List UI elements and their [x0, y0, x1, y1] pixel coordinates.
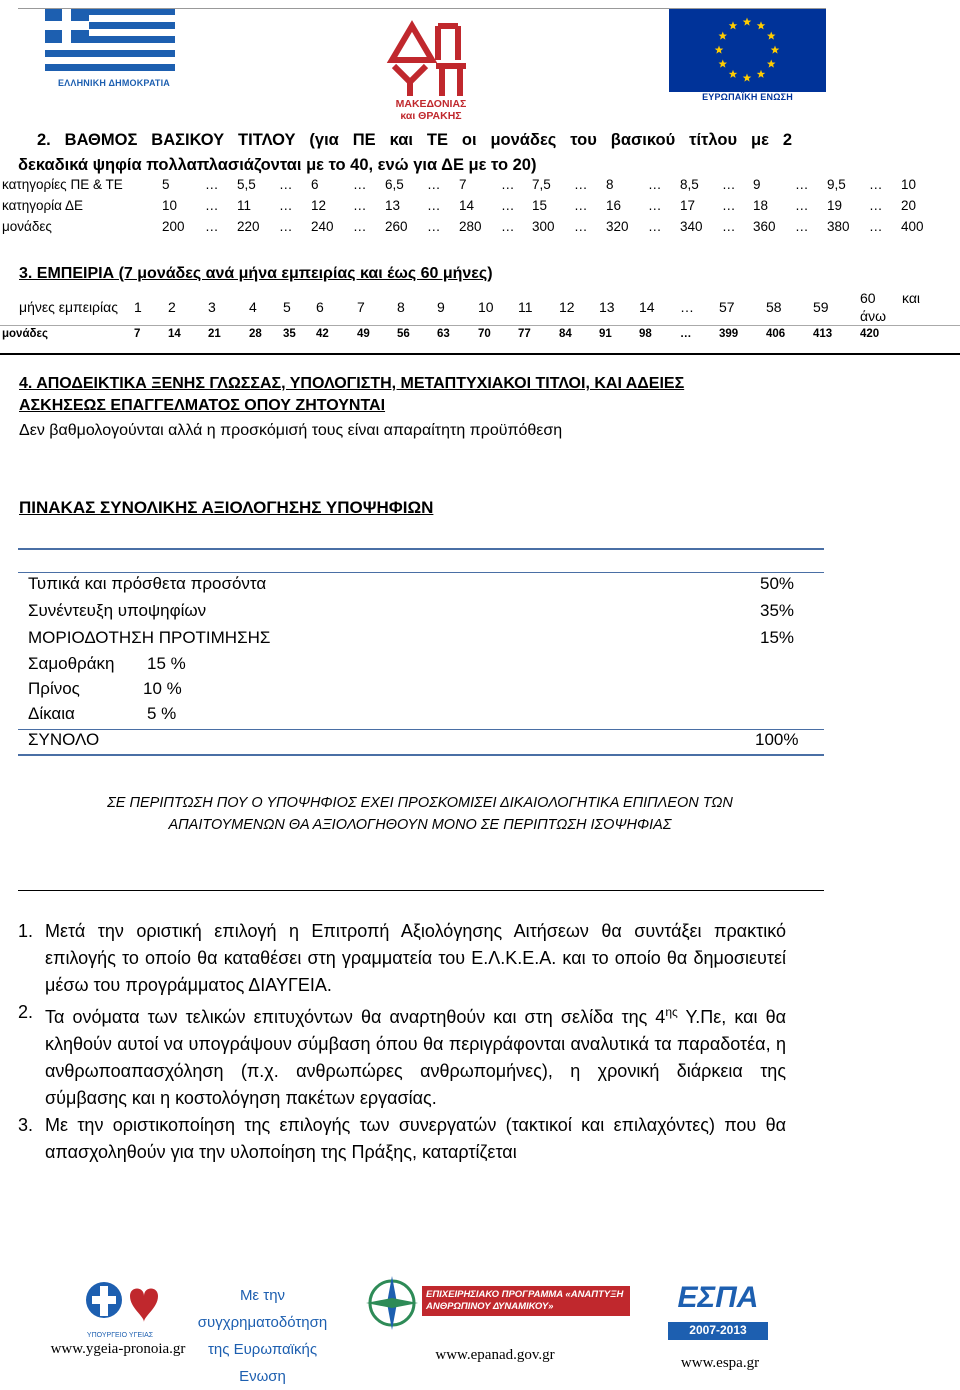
ellipsis-separator: …	[648, 219, 662, 234]
summary-label: Πρίνος	[28, 679, 80, 698]
header-top-rule	[18, 8, 826, 9]
table-cell: 340	[680, 219, 703, 234]
dype-logo-caption: ΜΑΚΕΔΟΝΙΑΣ και ΘΡΑΚΗΣ	[395, 98, 467, 122]
table-cell: 240	[311, 219, 334, 234]
summary-inner-rule	[18, 572, 824, 573]
table-cell: 11	[518, 299, 533, 315]
eu-caption: ΕΥΡΩΠΑΪΚΗ ΕΝΩΣΗ	[702, 92, 793, 102]
ellipsis-separator: …	[205, 177, 219, 192]
ellipsis-separator: …	[427, 177, 441, 192]
table-cell: 63	[437, 328, 450, 340]
table-cell: 3	[208, 299, 216, 315]
ministry-health-icon	[80, 1276, 160, 1332]
table-cell: 7	[134, 328, 141, 340]
table-cell: 14	[459, 198, 475, 213]
table-cell: 8	[397, 299, 405, 315]
summary-total-row	[28, 730, 799, 754]
table-cell: 10	[162, 198, 178, 213]
compass-icon	[362, 1272, 422, 1334]
table-cell: 10	[478, 299, 494, 315]
table-cell: 380	[827, 219, 850, 234]
section2-title	[18, 128, 797, 174]
table-cell: 399	[719, 328, 739, 340]
experience-table-divider	[0, 325, 960, 326]
experience-table	[0, 288, 960, 356]
table-cell: 2	[168, 299, 176, 315]
summary-row	[28, 628, 795, 652]
table-cell: 5	[283, 299, 291, 315]
table-cell: 280	[459, 219, 482, 234]
ellipsis-separator: …	[795, 177, 809, 192]
preference-row	[28, 704, 177, 728]
table-cell: 7	[357, 299, 365, 315]
table-cell: 4	[249, 299, 257, 315]
numbered-list	[18, 918, 786, 1166]
ellipsis-separator: …	[427, 219, 441, 234]
table-cell: 14	[168, 328, 181, 340]
table-cell: 56	[397, 328, 410, 340]
table-cell: 49	[357, 328, 370, 340]
row-label: κατηγορία ΔΕ	[2, 198, 83, 213]
ellipsis-separator: …	[501, 219, 515, 234]
table-cell: 70	[478, 328, 491, 340]
note-bottom-rule	[18, 890, 824, 891]
list-item-text: Με την οριστικοποίηση της επιλογής των συνεργατών (τακτικοί και επιλαχόντες) που θα απασχοληθούν για την υλοποίηση της Πράξης, καταρτίζεται	[45, 1115, 786, 1162]
section2-title-line2: δεκαδικά ψηφία πολλαπλασιάζονται με το 40, ενώ για ΔΕ με το 20)	[18, 156, 537, 174]
preference-row	[28, 679, 182, 703]
table-cell: 200	[162, 219, 185, 234]
table-cell: 57	[719, 299, 735, 315]
summary-total-rule	[18, 729, 824, 730]
ellipsis-separator: …	[279, 198, 293, 213]
ellipsis-separator: …	[353, 219, 367, 234]
note	[60, 792, 780, 836]
summary-value: 50%	[760, 574, 795, 593]
ellipsis-separator: …	[205, 219, 219, 234]
ellipsis-separator: …	[722, 198, 736, 213]
dype-logo-icon	[382, 20, 480, 98]
cofunding-text: Με την συγχρηματοδότηση της Ευρωπαϊκής Ενωση	[197, 1287, 328, 1385]
table-cell: 5	[162, 177, 170, 192]
table-cell: 6,5	[385, 177, 404, 192]
ellipsis-separator: …	[648, 177, 662, 192]
list-item-text: Τα ονόματα των τελικών επιτυχόντων θα αναρτηθούν και στη σελίδα της 4	[45, 1007, 666, 1027]
row-label: μονάδες	[2, 328, 48, 340]
table-cell: 8	[606, 177, 614, 192]
table-cell: 19	[827, 198, 843, 213]
section4	[19, 373, 809, 442]
table-cell: 28	[249, 328, 262, 340]
summary-title: ΠΙΝΑΚΑΣ ΣΥΝΟΛΙΚΗΣ ΑΞΙΟΛΟΓΗΣΗΣ ΥΠΟΨΗΦΙΩΝ	[19, 498, 434, 517]
table-cell: 9	[753, 177, 761, 192]
summary-label: ΣΥΝΟΛΟ	[28, 730, 100, 749]
list-item	[18, 918, 786, 999]
summary-label: Σαμοθράκη	[28, 654, 115, 673]
ministry-url[interactable]: www.ygeia-pronoia.gr	[50, 1341, 186, 1357]
espa-title: ΕΣΠΑ	[677, 1281, 759, 1314]
note-line1: ΣΕ ΠΕΡΙΠΤΩΣΗ ΠΟΥ Ο ΥΠΟΨΗΦΙΟΣ ΕΧΕΙ ΠΡΟΣΚΟΜΙΣΕΙ ΔΙΚΑΙΟΛΟΓΗΤΙΚΑ ΕΠΙΠΛΕΟΝ ΤΩΝ	[107, 795, 733, 811]
section3-title: 3. ΕΜΠΕΙΡΙΑ (7 μονάδες ανά μήνα εμπειρίας και έως 60 μήνες)	[19, 265, 493, 282]
row-label: μονάδες	[2, 219, 52, 234]
table-cell: 320	[606, 219, 629, 234]
table-cell: 406	[766, 328, 786, 340]
table-cell: 18	[753, 198, 769, 213]
table-cell: 7	[459, 177, 467, 192]
ellipsis-separator: …	[353, 198, 367, 213]
section4-body: Δεν βαθμολογούνται αλλά η προσκόμισή τους είναι απαραίτητη προϋπόθεση	[19, 422, 563, 439]
ellipsis-separator: …	[795, 198, 809, 213]
table-cell: 6	[311, 177, 319, 192]
list-item-number: 3.	[18, 1115, 34, 1135]
program-title: ΕΠΙΧΕΙΡΗΣΙΑΚΟ ΠΡΟΓΡΑΜΜΑ «ΑΝΑΠΤΥΞΗ ΑΝΘΡΩΠΙΝΟΥ ΔΥΝΑΜΙΚΟΥ»	[422, 1286, 630, 1316]
table-cell: 58	[766, 299, 782, 315]
section4-title-line2: ΑΣΚΗΣΕΩΣ ΕΠΑΓΓΕΛΜΑΤΟΣ ΟΠΟΥ ΖΗΤΟΥΝΤΑΙ	[19, 397, 386, 414]
table-cell: 7,5	[532, 177, 551, 192]
ellipsis-separator: …	[279, 219, 293, 234]
greek-republic-caption: ΕΛΛΗΝΙΚΗ ΔΗΜΟΚΡΑΤΙΑ	[57, 78, 171, 88]
summary-label: Δίκαια	[28, 704, 75, 723]
table-cell: 11	[237, 198, 252, 213]
table-cell: 20	[901, 198, 917, 213]
ellipsis-separator: …	[722, 219, 736, 234]
ellipsis-separator: …	[353, 177, 367, 192]
summary-value: 5 %	[147, 704, 177, 723]
table-cell: 59	[813, 299, 829, 315]
preference-row	[28, 654, 186, 678]
epanad-url[interactable]: www.epanad.gov.gr	[435, 1347, 555, 1363]
table-cell: 21	[208, 328, 221, 340]
list-item-number: 1.	[18, 921, 34, 941]
ellipsis-separator: …	[795, 219, 809, 234]
summary-label: Συνέντευξη υποψηφίων	[28, 601, 207, 620]
ellipsis-separator: …	[501, 198, 515, 213]
summary-row	[28, 574, 795, 598]
table-cell: 300	[532, 219, 555, 234]
section2-title-line1: 2. ΒΑΘΜΟΣ ΒΑΣΙΚΟΥ ΤΙΤΛΟΥ (για ΠΕ και ΤΕ οι μονάδες του βασικού τίτλου με 2	[37, 131, 792, 149]
table-cell: 220	[237, 219, 260, 234]
list-item-text-continued: Υ.Πε, και θα κληθούν αυτοί να υπογράψουν σύμβαση όπου θα περιγράφονται αναλυτικά τα παραδοτέα, η ανθρωποαπασχόληση (π.χ. ανθρωπώρες ανθρωπομήνες), η χρονική διάρκεια της σύμβασης και η κοστολόγηση πακέτων εργασίας.	[45, 1007, 786, 1108]
ellipsis-separator: …	[427, 198, 441, 213]
table-cell: 98	[639, 328, 652, 340]
eu-flag-logo	[669, 8, 826, 104]
table-cell: 15	[532, 198, 548, 213]
table-cell: 12	[559, 299, 575, 315]
summary-label: ΜΟΡΙΟΔΟΤΗΣΗ ΠΡΟΤΙΜΗΣΗΣ	[28, 628, 271, 647]
table-cell: 413	[813, 328, 833, 340]
table-cell: 91	[599, 328, 612, 340]
list-item	[18, 1112, 786, 1166]
section4-title-line1: 4. ΑΠΟΔΕΙΚΤΙΚΑ ΞΕΝΗΣ ΓΛΩΣΣΑΣ, ΥΠΟΛΟΓΙΣΤΗ, ΜΕΤΑΠΤΥΧΙΑΚΟΙ ΤΙΤΛΟΙ, ΚΑΙ ΑΔΕΙΕΣ	[19, 375, 685, 392]
note-line2: ΑΠΑΙΤΟΥΜΕΝΩΝ ΘΑ ΑΞΙΟΛΟΓΗΘΟΥΝ ΜΟΝΟ ΣΕ ΠΕΡΙΠΤΩΣΗ ΙΣΟΨΗΦΙΑΣ	[168, 817, 672, 833]
table-cell: 8,5	[680, 177, 699, 192]
list-item	[18, 999, 786, 1112]
table-cell: 1	[134, 299, 142, 315]
ellipsis-separator: …	[869, 198, 883, 213]
table-cell: 6	[316, 299, 324, 315]
table-cell: και	[902, 290, 921, 306]
ellipsis-separator: …	[205, 198, 219, 213]
summary-label: Τυπικά και πρόσθετα προσόντα	[28, 574, 267, 593]
dype-logo	[382, 20, 480, 120]
table-cell: 400	[901, 219, 924, 234]
eu-flag-icon	[669, 8, 826, 92]
table-cell: 13	[599, 299, 615, 315]
espa-url[interactable]: www.espa.gr	[680, 1355, 760, 1371]
table-cell: 60	[860, 290, 876, 306]
ellipsis-separator: …	[648, 198, 662, 213]
table-cell: 35	[283, 328, 296, 340]
summary-value: 10 %	[143, 679, 182, 698]
ellipsis-separator: …	[869, 177, 883, 192]
ellipsis-separator: …	[574, 198, 588, 213]
table-cell: 13	[385, 198, 401, 213]
row-label: μήνες εμπειρίας	[19, 299, 118, 315]
espa-years: 2007-2013	[689, 1323, 747, 1337]
table-cell: 12	[311, 198, 327, 213]
summary-table	[18, 548, 824, 756]
table-cell: 360	[753, 219, 776, 234]
table-cell: 42	[316, 328, 329, 340]
list-item-text: Μετά την οριστική επιλογή η Επιτροπή Αξιολόγησης Αιτήσεων θα συντάξει πρακτικό επιλογής το οποίο θα καταθέσει στη γραμματεία του Ε.Λ.Κ.Ε.Α. και το οποίο θα δημοσιευτεί μέσω του προγράμματος ΔΙΑΥΓΕΙΑ.	[45, 921, 786, 995]
summary-value: 100%	[755, 730, 799, 749]
table-cell: 17	[680, 198, 696, 213]
list-item-superscript: ης	[665, 1005, 678, 1019]
espa-logo	[668, 1280, 768, 1344]
table-cell: 420	[860, 328, 880, 340]
table-cell: 5,5	[237, 177, 256, 192]
ellipsis-separator: …	[869, 219, 883, 234]
table-cell: άνω	[860, 308, 887, 324]
table-cell: 14	[639, 299, 655, 315]
ellipsis-separator: …	[279, 177, 293, 192]
greek-flag-logo	[31, 8, 189, 92]
experience-table-bottom-rule	[0, 353, 960, 355]
list-item-number: 2.	[18, 1002, 34, 1022]
table-cell: 9,5	[827, 177, 846, 192]
table-cell: …	[680, 299, 694, 315]
summary-row	[28, 601, 795, 625]
ellipsis-separator: …	[501, 177, 515, 192]
ellipsis-separator: …	[722, 177, 736, 192]
summary-value: 15 %	[147, 654, 186, 673]
table-cell: 84	[559, 328, 572, 340]
table-cell: …	[680, 328, 692, 340]
row-label: κατηγορίες ΠΕ & ΤΕ	[2, 177, 123, 192]
epanad-program-logo	[362, 1272, 624, 1334]
summary-value: 15%	[760, 628, 795, 647]
table-cell: 77	[518, 328, 531, 340]
table-cell: 9	[437, 299, 445, 315]
table-cell: 260	[385, 219, 408, 234]
ellipsis-separator: …	[574, 219, 588, 234]
summary-value: 35%	[760, 601, 795, 620]
ministry-caption: ΥΠΟΥΡΓΕΙΟ ΥΓΕΙΑΣ	[86, 1332, 154, 1339]
table-cell: 16	[606, 198, 622, 213]
table-cell: 10	[901, 177, 917, 192]
ministry-of-health-logo	[80, 1276, 160, 1340]
ellipsis-separator: …	[574, 177, 588, 192]
